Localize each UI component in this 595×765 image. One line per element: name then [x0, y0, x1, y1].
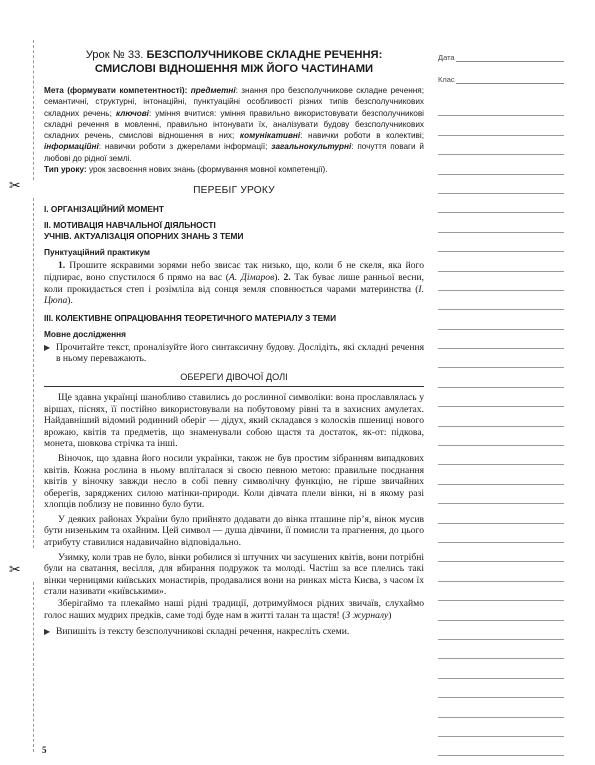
lesson-number: Урок № 33. — [85, 49, 144, 61]
text-title: ОБЕРЕГИ ДІВОЧОЇ ДОЛІ — [180, 371, 288, 382]
section-2-line1: ІІ. МОТИВАЦІЯ НАВЧАЛЬНОЇ ДІЯЛЬНОСТІ — [44, 220, 216, 231]
note-line[interactable] — [438, 291, 564, 310]
section-3: ІІІ. КОЛЕКТИВНЕ ОПРАЦЮВАННЯ ТЕОРЕТИЧНОГО МАТЕРІАЛУ З ТЕМИ — [44, 312, 337, 323]
date-field[interactable] — [438, 52, 564, 74]
cut-line — [33, 582, 34, 752]
practicum-number-2: 2. — [283, 271, 291, 283]
goal-label: Мета (формувати компетентності): — [44, 86, 188, 95]
note-line[interactable] — [438, 679, 564, 698]
section-1: І. ОРГАНІЗАЦІЙНИЙ МОМЕНТ — [44, 204, 164, 215]
triangle-bullet-icon: ▶ — [44, 627, 51, 637]
note-line[interactable] — [438, 175, 564, 194]
text-source-end: ) — [388, 609, 392, 621]
text-title-rule — [44, 386, 424, 387]
course-heading: ПЕРЕБІГ УРОКУ — [193, 185, 275, 197]
lesson-title-part2: СМИСЛОВІ ВІДНОШЕННЯ МІЖ ЙОГО ЧАСТИНАМИ — [94, 63, 374, 75]
final-task — [44, 626, 424, 638]
goal-key-text: : уміння вчитися: уміння правильно використовувати безсполучникові складні речення в мовленні, правильно інтонувати їх, аналізувати будову безсполучникових складних речень, смислові відношення в них; — [44, 108, 424, 141]
note-line[interactable] — [438, 737, 564, 756]
text-paragraph-2: Віночок, що здавна його носили українки, також не був простим зібранням випадкових квітів. Кожна рослина в ньому вплiталася зі своєю певною метою: правильне поєднання квітів у віночку завжди несло в собі певну символічну функцію, не гірше звичайних оберегів, заряджених силою матінки-природи. Коли дівчата плели вінки, ні в якому разі хлопців поблизу не повинно було бути. — [44, 452, 424, 511]
note-line[interactable] — [438, 543, 564, 562]
goal-info-label: інформаційні — [44, 142, 99, 152]
note-line[interactable] — [438, 504, 564, 523]
lesson-title-part1: БЕЗСПОЛУЧНИКОВЕ СКЛАДНЕ РЕЧЕННЯ: — [146, 49, 383, 61]
note-line[interactable] — [438, 213, 564, 232]
practicum-sentence-2: Так буває лише ранньої весни, коли прокидається степ і розімліла від сонця земля сповнюється чарами материнства ( — [44, 271, 424, 295]
note-line[interactable] — [438, 407, 564, 426]
text-paragraph-1: Ще здавна українці шанобливо ставились до рослинної символіки: вона прославлялась у віршах, піснях, її постійно використовували на побутовому рівні та в захисних амулетах. Найдавніший відомий родинний оберіг — дідух, який складався з колосків пшениці нового врожаю, квітів та предметів, що знаменували собою щастя та достаток, як-от: підкова, монета, шовкова стрічка та інші. — [44, 391, 424, 450]
note-line[interactable] — [438, 465, 564, 484]
note-line[interactable] — [438, 621, 564, 640]
practicum-title: Пунктуаційний практикум — [44, 247, 150, 258]
date-fill-line — [456, 61, 564, 62]
lesson-type-text: урок засвоєння нових знань (формування мовної компетенції). — [86, 165, 328, 175]
practicum-author-1: А. Дімаров — [228, 271, 275, 283]
practicum-author-2: І. Цюпа — [44, 283, 424, 307]
text-source: З журналу — [345, 609, 389, 621]
class-field[interactable] — [438, 74, 564, 96]
cut-line — [33, 40, 34, 180]
text-paragraph-5-body: Зберігаймо та плекаймо наші рідні традиції, дотримуймося рідних звичаїв, слухаймо голос наших мудрих предків, саме тоді буде нам в житті талан та щастя! ( — [44, 598, 424, 621]
text-paragraph-3: У деяких районах України було прийнято додавати до вінка пташине пір’я, вінок мусив бути низеньким та охайним. Цей символ — душа дівчини, її помисли та прагнення, до цього атрибуту ставилися надавичайно відповідально. — [44, 513, 424, 549]
lesson-goal — [44, 85, 424, 164]
note-line[interactable] — [438, 388, 564, 407]
note-line[interactable] — [438, 136, 564, 155]
practicum-text — [44, 260, 424, 306]
scissors-icon: ✂ — [9, 561, 21, 577]
note-line[interactable] — [438, 582, 564, 601]
lesson-type-label: Тип уроку: — [44, 165, 87, 175]
final-task-text: Випишіть із тексту безсполучникові складні речення, накресліть схеми. — [56, 626, 350, 638]
cut-line — [33, 198, 34, 548]
note-line[interactable] — [438, 562, 564, 581]
class-fill-line — [456, 83, 564, 84]
goal-culture-label: загальнокультурні — [271, 142, 352, 152]
note-line[interactable] — [438, 368, 564, 387]
research-task-text: Прочитайте текст, проналізуйте його синтаксичну будову. Дослідіть, які складні речення в ньому переважають. — [56, 341, 424, 365]
research-task — [44, 342, 424, 365]
note-line[interactable] — [438, 601, 564, 620]
note-line[interactable] — [438, 640, 564, 659]
practicum-end-1: ). — [274, 271, 284, 283]
goal-key-label: ключові — [115, 108, 149, 118]
note-line[interactable] — [438, 97, 564, 116]
text-paragraph-5 — [44, 598, 424, 621]
note-line[interactable] — [438, 718, 564, 737]
goal-subject-text: : знання про безсполучникове складне речення; семантичні, структурні, інтонаційні, пунктуаційні особливості різних типів безсполучникових складних речень; — [44, 86, 424, 118]
note-line[interactable] — [438, 272, 564, 291]
class-label: Клас — [438, 75, 455, 84]
note-line[interactable] — [438, 310, 564, 329]
note-line[interactable] — [438, 427, 564, 446]
lesson-title-line1 — [44, 48, 424, 62]
main-column — [44, 48, 424, 645]
note-line[interactable] — [438, 524, 564, 543]
note-line[interactable] — [438, 485, 564, 504]
section-2 — [44, 220, 424, 242]
page-number: 5 — [42, 745, 47, 755]
section-2-line2: УЧНІВ. АКТУАЛІЗАЦІЯ ОПОРНИХ ЗНАНЬ З ТЕМИ — [44, 231, 244, 242]
note-line[interactable] — [438, 155, 564, 174]
note-line[interactable] — [438, 116, 564, 135]
note-line[interactable] — [438, 252, 564, 271]
note-line[interactable] — [438, 349, 564, 368]
lesson-type — [44, 164, 424, 175]
goal-subject-label: предметні — [190, 86, 236, 95]
note-line[interactable] — [438, 446, 564, 465]
goal-culture-text: : почуття поваги й любові до рідної землі. — [44, 142, 424, 163]
scissors-icon: ✂ — [9, 177, 21, 193]
note-line[interactable] — [438, 330, 564, 349]
note-line[interactable] — [438, 194, 564, 213]
notes-column — [438, 52, 564, 96]
triangle-bullet-icon: ▶ — [44, 342, 51, 352]
goal-comm-label: комунікативні — [239, 131, 301, 141]
date-label: Дата — [438, 53, 455, 62]
practicum-number-1: 1. — [58, 260, 66, 272]
note-line[interactable] — [438, 659, 564, 678]
practicum-sentence-1: Прошите яскравими зорями небо звисає так низько, що, коли б не скеля, яка його підпирає, воно спустилося б прямо на вас ( — [44, 260, 424, 283]
research-title: Мовне дослідження — [44, 328, 126, 339]
note-lines[interactable] — [438, 97, 564, 756]
goal-comm-text: : навички роботи в колективі; — [300, 131, 424, 141]
note-line[interactable] — [438, 233, 564, 252]
text-paragraph-4: Узимку, коли трав не було, вінки робилися зі штучних чи засушених квітів, вони потрібні були на сватання, весілля, для вбирання подружок та молоді. Частіш за все плелись такі вінки черницями київських монастирів, продавалися вони на ринках міста Києва, з часом їх стали називати «київськими». — [44, 551, 424, 598]
goal-info-text: : навички роботи з джерелами інформації; — [98, 142, 268, 152]
note-line[interactable] — [438, 698, 564, 717]
practicum-end-2: ). — [67, 295, 73, 307]
